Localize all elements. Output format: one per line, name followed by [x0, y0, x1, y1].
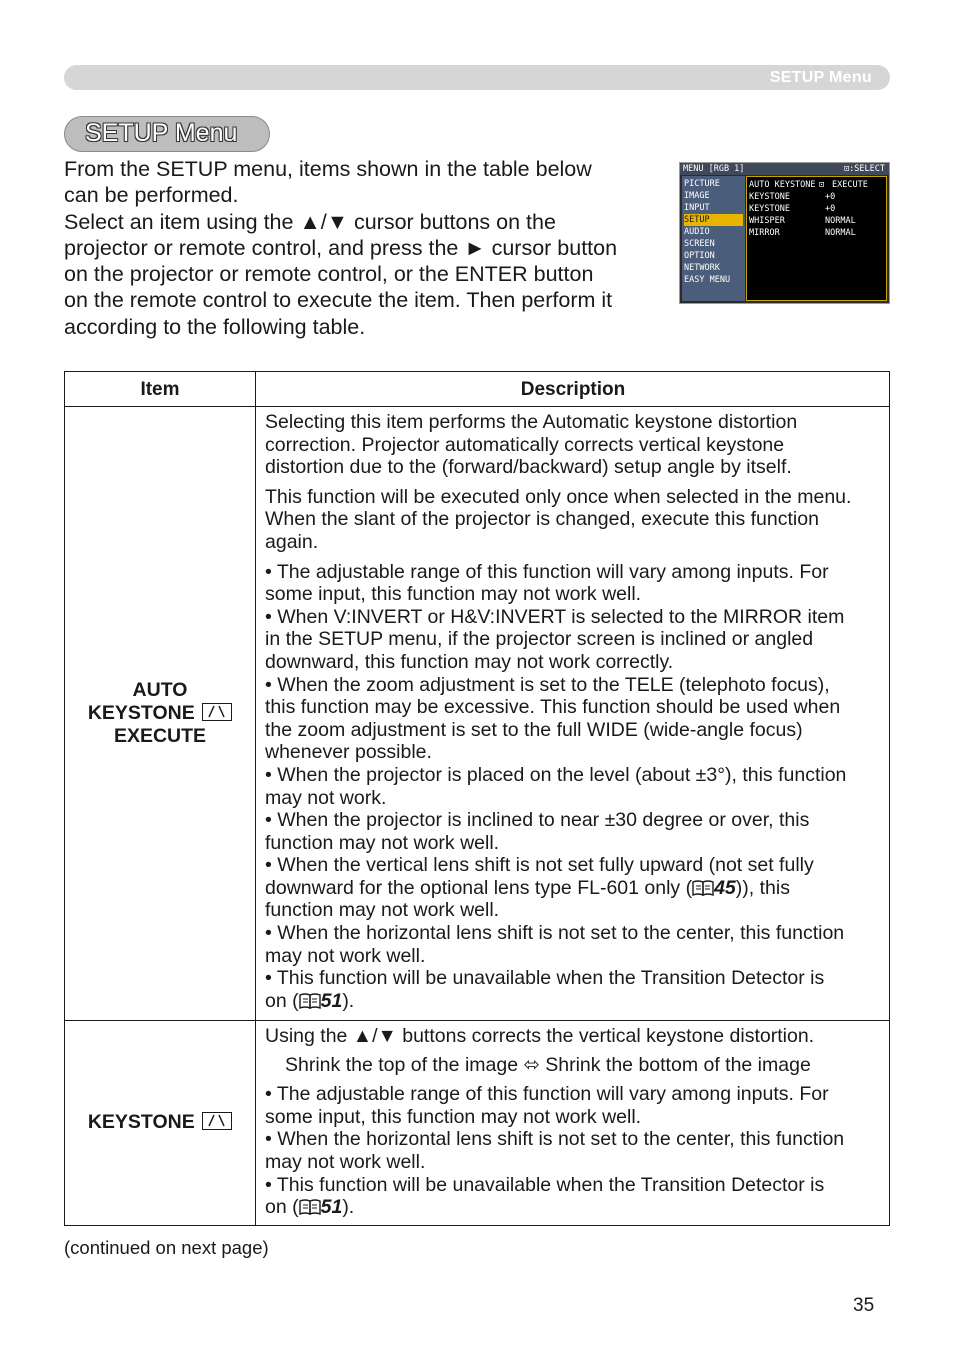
keystone-auto-icon: ⊡: [819, 180, 825, 190]
page-number: 35: [853, 1295, 875, 1316]
column-header-item: Item: [140, 379, 180, 400]
menu-screenshot: [679, 162, 890, 304]
menu-screenshot-select-hint: ⊡:SELECT: [844, 164, 885, 174]
menu-screenshot-title: MENU [RGB 1]: [683, 164, 745, 174]
table-header-row: [64, 371, 890, 407]
description-paragraph: Using the ▲/▼ buttons corrects the vertical keystone distortion.: [265, 1025, 815, 1047]
menu-category-item: OPTION: [684, 251, 715, 261]
select-icon: ⊡: [844, 164, 850, 174]
description-paragraph: This function will be executed only once when selected in the menu. When the slant of the projector is changed, execute this function again.: [265, 485, 852, 553]
menu-setting-name: KEYSTONE: [749, 192, 790, 202]
description-auto-keystone: [265, 411, 885, 1012]
intro-line: according to the following table.: [64, 314, 366, 339]
intro-line: on the remote control to execute the item. Then perform it: [64, 288, 613, 313]
page-reference-link[interactable]: 51: [320, 989, 343, 1012]
description-paragraph: Shrink the top of the image ⬄ Shrink the bottom of the image: [285, 1053, 811, 1076]
menu-setting-name: AUTO KEYSTONE: [749, 180, 816, 190]
continued-note: (continued on next page): [64, 1237, 269, 1258]
intro-line: can be performed.: [64, 183, 239, 208]
menu-category-item: IMAGE: [684, 191, 710, 201]
book-reference-icon: [299, 1198, 321, 1215]
intro-line: on the projector or remote control, or the ENTER button: [64, 262, 594, 287]
menu-category-item: NETWORK: [684, 263, 720, 273]
menu-setting-value: +0: [825, 192, 836, 202]
book-reference-icon: [692, 879, 714, 896]
page-reference-link[interactable]: 45: [714, 876, 736, 899]
description-notes: • The adjustable range of this function will vary among inputs. For some input, this function may not work well. • When the horizontal lens shift is not set to the center, this function may not work well. • This function will be unavailable when the Transition Detector is on ( 51).: [265, 1083, 845, 1219]
keystone-icon: [202, 1112, 232, 1130]
description-paragraph: Selecting this item performs the Automatic keystone distortion correction. Projector automatically corrects vertical keystone distortion due to the (forward/backward) setup angle by itself.: [265, 411, 798, 479]
menu-screenshot-category-list: [682, 176, 745, 301]
menu-category-item: EASY MENU: [684, 275, 731, 285]
menu-category-item-selected: SETUP: [684, 214, 743, 226]
keystone-icon: [202, 703, 232, 721]
item-keystone: KEYSTONE: [65, 1111, 255, 1134]
table-row-keystone: [64, 1020, 890, 1226]
menu-setting-value: NORMAL: [825, 228, 856, 238]
menu-setting-value: EXECUTE: [832, 180, 868, 190]
intro-line: Select an item using the ▲/▼ cursor buttons on the: [64, 209, 556, 234]
description-keystone: [265, 1025, 885, 1219]
menu-setting-name: WHISPER: [749, 216, 785, 226]
section-header-bar: [64, 65, 890, 90]
menu-setting-value: +0: [825, 204, 836, 214]
page-title-pill: [64, 116, 270, 152]
menu-category-item: INPUT: [684, 203, 710, 213]
menu-setting-name: KEYSTONE: [749, 204, 790, 214]
section-label: SETUP Menu: [769, 69, 872, 86]
intro-line: From the SETUP menu, items shown in the table below: [64, 157, 592, 181]
menu-setting-value: NORMAL: [825, 216, 856, 226]
page-reference-link[interactable]: 51: [320, 1196, 343, 1219]
menu-screenshot-setup-panel: [746, 176, 887, 301]
intro-text: [64, 156, 664, 340]
description-notes: • The adjustable range of this function will vary among inputs. For some input, this function may not work well. • When V:INVERT or H&V:INVERT is selected to the MIRROR item in the SETUP menu, if the projector screen is inclined or angled downward, this function may not work correctly. • When the zoom adjustment is set to the TELE (telephoto focus), this function may be excessive. This function should be used when the zoom adjustment is set to the full WIDE (wide-angle focus) whenever possible. • When the projector is placed on the level (about ±3°), this function may not work. • When the projector is inclined to near ±30 degree or over, this function may not work well. • When the vertical lens shift is not set fully upward (not set fully downward for the optional lens type FL-601 only ( 45)), this function may not work well. • When the horizontal lens shift is not set to the center, this function may not work well. • This function will be unavailable when the Transition Detector is on ( 51).: [265, 560, 847, 1012]
column-header-description: Description: [520, 379, 626, 400]
intro-line: projector or remote control, and press the ► cursor button: [64, 235, 618, 260]
page-title: SETUP Menu: [85, 119, 238, 147]
menu-category-item: PICTURE: [684, 179, 720, 189]
item-auto-keystone-execute: AUTO KEYSTONE EXECUTE: [65, 679, 255, 748]
menu-category-item: AUDIO: [684, 227, 710, 237]
table-row-auto-keystone: [64, 406, 890, 1021]
menu-setting-name: MIRROR: [749, 228, 780, 238]
menu-screenshot-titlebar: [680, 163, 889, 175]
menu-category-item: SCREEN: [684, 239, 715, 249]
book-reference-icon: [299, 992, 321, 1009]
